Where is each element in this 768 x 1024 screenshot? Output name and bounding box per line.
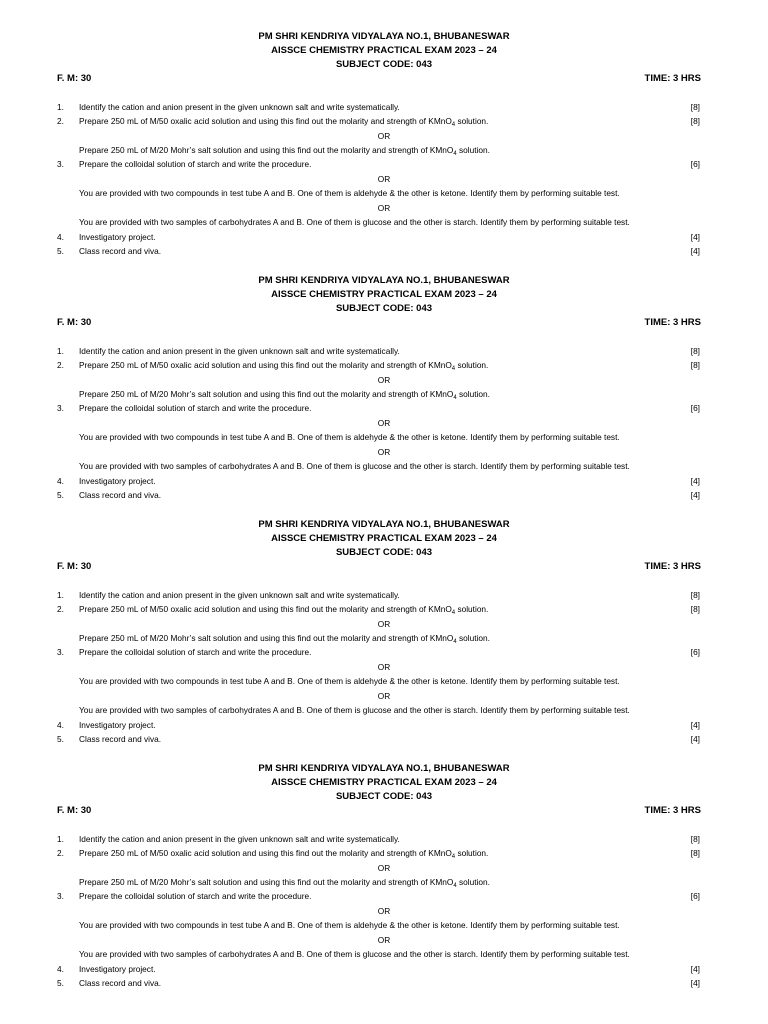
question-marks: [4]	[690, 476, 700, 486]
question-marks: [8]	[690, 604, 700, 614]
question-number: 2.	[57, 360, 64, 370]
question-3	[0, 646, 768, 659]
or-divider: OR	[377, 375, 391, 385]
marks-time-row	[0, 560, 768, 573]
question-text: Investigatory project.	[79, 232, 156, 242]
question-number: 3.	[57, 159, 64, 169]
question-3-alternative-2	[0, 216, 768, 229]
school-name: PM SHRI KENDRIYA VIDYALAYA NO.1, BHUBANESWAR	[258, 275, 510, 286]
question-number: 1.	[57, 346, 64, 356]
question-text: Investigatory project.	[79, 964, 156, 974]
or-divider: OR	[377, 447, 391, 457]
or-divider: OR	[377, 174, 391, 184]
question-text: Prepare the colloidal solution of starch and write the procedure.	[79, 647, 312, 657]
or-divider: OR	[377, 662, 391, 672]
exam-time: TIME: 3 HRS	[644, 805, 701, 816]
question-text: Class record and viva.	[79, 734, 162, 744]
exam-paper	[0, 30, 768, 274]
question-2-alternative	[0, 388, 768, 401]
question-1	[0, 101, 768, 114]
question-number: 2.	[57, 604, 64, 614]
question-text: Prepare 250 mL of M/50 oxalic acid solution and using this find out the molarity and strength of KMnO$_4$ solution.	[79, 116, 489, 128]
or-divider: OR	[377, 619, 391, 629]
exam-title: AISSCE CHEMISTRY PRACTICAL EXAM 2023 – 24	[271, 45, 497, 56]
exam-title: AISSCE CHEMISTRY PRACTICAL EXAM 2023 – 24	[271, 777, 497, 788]
question-text: Prepare 250 mL of M/20 Mohr’s salt solution and using this find out the molarity and strength of KMnO$_4$ solution.	[79, 877, 490, 889]
question-marks: [6]	[690, 403, 700, 413]
question-number: 4.	[57, 964, 64, 974]
exam-title: AISSCE CHEMISTRY PRACTICAL EXAM 2023 – 24	[271, 289, 497, 300]
question-5	[0, 733, 768, 746]
question-marks: [8]	[690, 848, 700, 858]
question-number: 3.	[57, 891, 64, 901]
question-4	[0, 231, 768, 244]
question-text: Prepare the colloidal solution of starch and write the procedure.	[79, 891, 312, 901]
question-marks: [6]	[690, 647, 700, 657]
question-marks: [4]	[690, 964, 700, 974]
question-1	[0, 589, 768, 602]
question-2-alternative	[0, 144, 768, 157]
school-name: PM SHRI KENDRIYA VIDYALAYA NO.1, BHUBANESWAR	[258, 31, 510, 42]
question-marks: [8]	[690, 116, 700, 126]
question-text: Class record and viva.	[79, 978, 162, 988]
question-2-alternative	[0, 632, 768, 645]
question-text: Prepare the colloidal solution of starch and write the procedure.	[79, 159, 312, 169]
question-4	[0, 963, 768, 976]
question-number: 2.	[57, 116, 64, 126]
question-number: 1.	[57, 834, 64, 844]
question-number: 5.	[57, 246, 64, 256]
question-2	[0, 115, 768, 128]
question-3-alternative-1	[0, 675, 768, 688]
full-marks: F. M: 30	[57, 73, 92, 84]
subject-code: SUBJECT CODE: 043	[335, 303, 433, 314]
question-text: Prepare 250 mL of M/50 oxalic acid solution and using this find out the molarity and strength of KMnO$_4$ solution.	[79, 848, 489, 860]
question-text: Investigatory project.	[79, 720, 156, 730]
question-text: You are provided with two compounds in test tube A and B. One of them is aldehyde & the other is ketone. Identify them by performing suitable test.	[79, 432, 620, 442]
question-3	[0, 402, 768, 415]
question-3	[0, 890, 768, 903]
question-marks: [4]	[690, 246, 700, 256]
question-3-alternative-1	[0, 187, 768, 200]
exam-time: TIME: 3 HRS	[644, 317, 701, 328]
exam-paper	[0, 762, 768, 1006]
question-3-alternative-2	[0, 704, 768, 717]
question-1	[0, 833, 768, 846]
question-marks: [4]	[690, 734, 700, 744]
question-number: 3.	[57, 647, 64, 657]
subject-code: SUBJECT CODE: 043	[335, 547, 433, 558]
question-marks: [4]	[690, 720, 700, 730]
question-text: Prepare 250 mL of M/50 oxalic acid solution and using this find out the molarity and strength of KMnO$_4$ solution.	[79, 360, 489, 372]
question-3-alternative-1	[0, 919, 768, 932]
marks-time-row	[0, 804, 768, 817]
exam-title: AISSCE CHEMISTRY PRACTICAL EXAM 2023 – 24	[271, 533, 497, 544]
subject-code: SUBJECT CODE: 043	[335, 59, 433, 70]
question-marks: [4]	[690, 490, 700, 500]
question-marks: [8]	[690, 834, 700, 844]
question-text: Class record and viva.	[79, 490, 162, 500]
question-text: Prepare the colloidal solution of starch and write the procedure.	[79, 403, 312, 413]
question-number: 4.	[57, 476, 64, 486]
question-2-alternative	[0, 876, 768, 889]
question-4	[0, 719, 768, 732]
question-3-alternative-1	[0, 431, 768, 444]
question-number: 1.	[57, 102, 64, 112]
or-divider: OR	[377, 691, 391, 701]
question-3-alternative-2	[0, 460, 768, 473]
question-text: You are provided with two compounds in test tube A and B. One of them is aldehyde & the other is ketone. Identify them by performing suitable test.	[79, 920, 620, 930]
question-number: 5.	[57, 490, 64, 500]
question-3	[0, 158, 768, 171]
question-4	[0, 475, 768, 488]
question-marks: [4]	[690, 978, 700, 988]
or-divider: OR	[377, 131, 391, 141]
marks-time-row	[0, 72, 768, 85]
full-marks: F. M: 30	[57, 317, 92, 328]
or-divider: OR	[377, 906, 391, 916]
question-text: Investigatory project.	[79, 476, 156, 486]
question-5	[0, 245, 768, 258]
question-marks: [8]	[690, 360, 700, 370]
question-text: You are provided with two samples of carbohydrates A and B. One of them is glucose and the other is starch. Identify them by performing suitable test.	[79, 461, 630, 471]
question-text: You are provided with two compounds in test tube A and B. One of them is aldehyde & the other is ketone. Identify them by performing suitable test.	[79, 188, 620, 198]
question-text: Class record and viva.	[79, 246, 162, 256]
question-1	[0, 345, 768, 358]
or-divider: OR	[377, 935, 391, 945]
question-text: You are provided with two samples of carbohydrates A and B. One of them is glucose and the other is starch. Identify them by performing suitable test.	[79, 217, 630, 227]
question-text: Identify the cation and anion present in the given unknown salt and write systematically.	[79, 102, 400, 112]
question-text: You are provided with two samples of carbohydrates A and B. One of them is glucose and the other is starch. Identify them by performing suitable test.	[79, 705, 630, 715]
question-text: Prepare 250 mL of M/20 Mohr’s salt solution and using this find out the molarity and strength of KMnO$_4$ solution.	[79, 389, 490, 401]
or-divider: OR	[377, 863, 391, 873]
full-marks: F. M: 30	[57, 561, 92, 572]
question-3-alternative-2	[0, 948, 768, 961]
full-marks: F. M: 30	[57, 805, 92, 816]
question-number: 1.	[57, 590, 64, 600]
exam-time: TIME: 3 HRS	[644, 73, 701, 84]
question-text: Prepare 250 mL of M/50 oxalic acid solution and using this find out the molarity and strength of KMnO$_4$ solution.	[79, 604, 489, 616]
question-text: You are provided with two samples of carbohydrates A and B. One of them is glucose and the other is starch. Identify them by performing suitable test.	[79, 949, 630, 959]
question-text: Identify the cation and anion present in the given unknown salt and write systematically.	[79, 834, 400, 844]
exam-paper	[0, 518, 768, 762]
question-text: You are provided with two compounds in test tube A and B. One of them is aldehyde & the other is ketone. Identify them by performing suitable test.	[79, 676, 620, 686]
question-marks: [8]	[690, 346, 700, 356]
or-divider: OR	[377, 203, 391, 213]
question-number: 4.	[57, 232, 64, 242]
school-name: PM SHRI KENDRIYA VIDYALAYA NO.1, BHUBANESWAR	[258, 763, 510, 774]
subject-code: SUBJECT CODE: 043	[335, 791, 433, 802]
exam-time: TIME: 3 HRS	[644, 561, 701, 572]
question-number: 5.	[57, 734, 64, 744]
school-name: PM SHRI KENDRIYA VIDYALAYA NO.1, BHUBANESWAR	[258, 519, 510, 530]
question-2	[0, 359, 768, 372]
marks-time-row	[0, 316, 768, 329]
question-marks: [6]	[690, 159, 700, 169]
question-number: 5.	[57, 978, 64, 988]
question-marks: [8]	[690, 590, 700, 600]
question-number: 4.	[57, 720, 64, 730]
question-marks: [8]	[690, 102, 700, 112]
question-number: 2.	[57, 848, 64, 858]
question-marks: [4]	[690, 232, 700, 242]
question-5	[0, 489, 768, 502]
question-marks: [6]	[690, 891, 700, 901]
question-2	[0, 847, 768, 860]
question-text: Identify the cation and anion present in the given unknown salt and write systematically.	[79, 346, 400, 356]
exam-paper	[0, 274, 768, 518]
or-divider: OR	[377, 418, 391, 428]
question-number: 3.	[57, 403, 64, 413]
question-text: Prepare 250 mL of M/20 Mohr’s salt solution and using this find out the molarity and strength of KMnO$_4$ solution.	[79, 633, 490, 645]
question-2	[0, 603, 768, 616]
question-5	[0, 977, 768, 990]
question-text: Prepare 250 mL of M/20 Mohr’s salt solution and using this find out the molarity and strength of KMnO$_4$ solution.	[79, 145, 490, 157]
question-text: Identify the cation and anion present in the given unknown salt and write systematically.	[79, 590, 400, 600]
